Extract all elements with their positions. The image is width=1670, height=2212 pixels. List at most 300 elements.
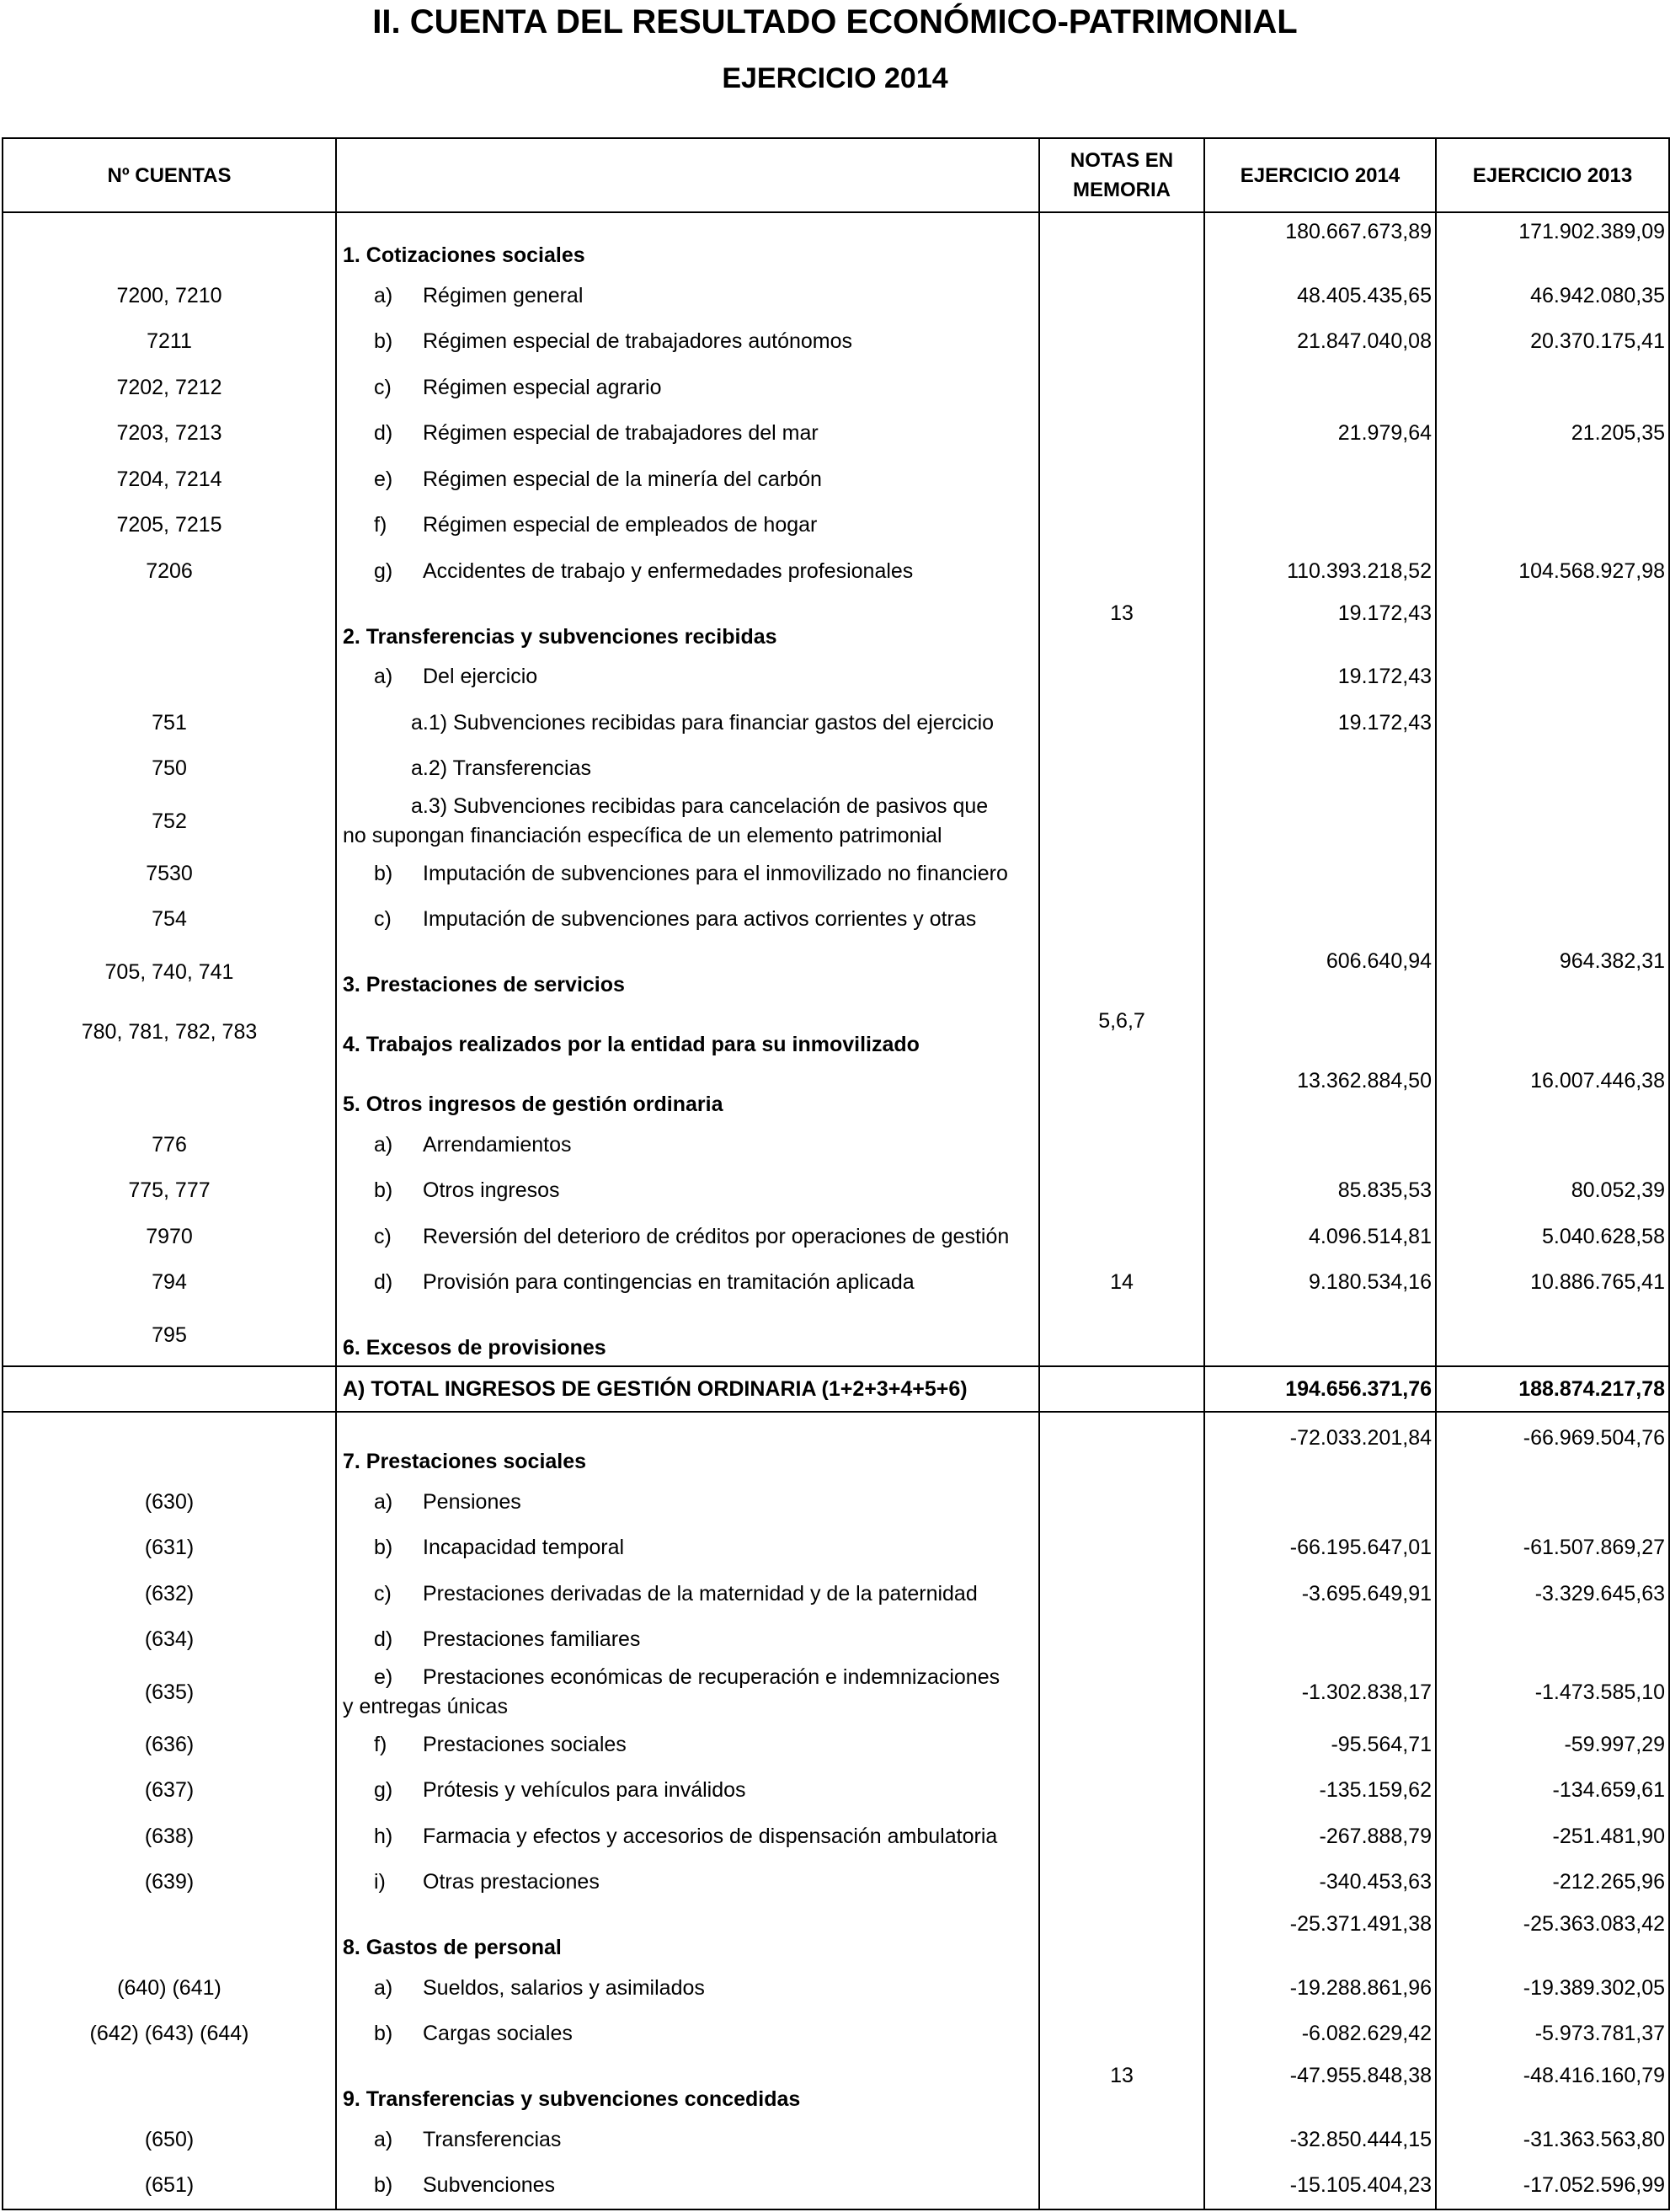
amount-2013: -17.052.596,99 (1436, 2163, 1669, 2210)
amount-2013 (1436, 1479, 1669, 1525)
account-number (3, 655, 336, 701)
account-number: 7204, 7214 (3, 457, 336, 503)
amount-2013 (1436, 1306, 1669, 1366)
item-text: Régimen especial de trabajadores autónomos (423, 329, 853, 354)
item-description (336, 1965, 1039, 2012)
amount-2013 (1436, 595, 1669, 655)
memoria-note (1039, 655, 1204, 701)
amount-2013 (1436, 457, 1669, 503)
item-letter: g) (374, 558, 393, 583)
table-row (3, 943, 1669, 1002)
item-description-line1: a.3) Subvenciones recibidas para cancelación de pasivos que (411, 794, 989, 818)
amount-2014: -95.564,71 (1204, 1722, 1436, 1768)
report-subtitle: EJERCICIO 2014 (722, 62, 948, 94)
account-number: (637) (3, 1768, 336, 1814)
account-number: 7530 (3, 851, 336, 897)
item-text: Subvenciones (423, 2173, 556, 2198)
table-row (3, 1663, 1669, 1722)
amount-2014: 85.835,53 (1204, 1168, 1436, 1215)
total-note (1039, 1366, 1204, 1412)
section-heading (336, 212, 1039, 273)
table-row (3, 2163, 1669, 2210)
item-description (336, 897, 1039, 943)
amount-2014: 606.640,94 (1204, 943, 1436, 1002)
item-text: Provisión para contingencias en tramitación aplicada (423, 1270, 915, 1295)
item-description (336, 1571, 1039, 1617)
amount-2014: 9.180.534,16 (1204, 1260, 1436, 1306)
amount-2014: 21.979,64 (1204, 411, 1436, 457)
item-description (336, 1260, 1039, 1306)
memoria-note (1039, 1814, 1204, 1860)
amount-2014: -1.302.838,17 (1204, 1663, 1436, 1722)
account-number: (635) (3, 1663, 336, 1722)
amount-2013: 964.382,31 (1436, 943, 1669, 1002)
account-number: 7970 (3, 1214, 336, 1260)
table-row (3, 457, 1669, 503)
memoria-note (1039, 1571, 1204, 1617)
item-text: Accidentes de trabajo y enfermedades profesionales (423, 558, 914, 583)
amount-2013 (1436, 1617, 1669, 1664)
memoria-note (1039, 273, 1204, 319)
item-description (336, 1122, 1039, 1168)
memoria-note (1039, 2012, 1204, 2058)
memoria-note (1039, 746, 1204, 793)
amount-2013: 10.886.765,41 (1436, 1260, 1669, 1306)
memoria-note: 14 (1039, 1260, 1204, 1306)
amount-2014: -72.033.201,84 (1204, 1419, 1436, 1479)
item-description (336, 365, 1039, 411)
item-text: 8. Gastos de personal (343, 1936, 562, 1959)
item-text: Prótesis y vehículos para inválidos (423, 1778, 746, 1803)
amount-2013: 104.568.927,98 (1436, 548, 1669, 595)
account-number: (639) (3, 1860, 336, 1906)
item-description (336, 851, 1039, 897)
item-letter: f) (374, 513, 387, 537)
memoria-note (1039, 1479, 1204, 1525)
memoria-note (1039, 1306, 1204, 1366)
amount-2014 (1204, 792, 1436, 851)
amount-2014: 21.847.040,08 (1204, 319, 1436, 366)
item-text: 7. Prestaciones sociales (343, 1450, 587, 1473)
table-row (3, 1419, 1669, 1479)
item-description (336, 792, 1039, 851)
amount-2013: 80.052,39 (1436, 1168, 1669, 1215)
item-text: Prestaciones sociales (423, 1732, 627, 1756)
item-description (336, 1814, 1039, 1860)
item-description (336, 503, 1039, 549)
item-text: Régimen especial de empleados de hogar (423, 513, 818, 537)
memoria-note (1039, 1214, 1204, 1260)
amount-2013: 16.007.446,38 (1436, 1062, 1669, 1122)
item-letter: b) (374, 2173, 393, 2198)
table-row (3, 1814, 1669, 1860)
item-text: Del ejercicio (423, 665, 538, 689)
table-row (3, 1062, 1669, 1122)
amount-2014: -66.195.647,01 (1204, 1525, 1436, 1572)
table-row (3, 595, 1669, 655)
table-row (3, 212, 1669, 273)
amount-2013: -61.507.869,27 (1436, 1525, 1669, 1572)
amount-2013: -134.659,61 (1436, 1768, 1669, 1814)
amount-2014 (1204, 897, 1436, 943)
header-notas-line2: MEMORIA (1073, 179, 1171, 201)
item-letter: b) (374, 861, 393, 885)
table-row (3, 1122, 1669, 1168)
amount-2013 (1436, 746, 1669, 793)
memoria-note (1039, 943, 1204, 1002)
memoria-note (1039, 457, 1204, 503)
header-description (336, 138, 1039, 212)
table-spacer (3, 1412, 1669, 1419)
item-text: Prestaciones familiares (423, 1627, 641, 1652)
item-text: a.2) Transferencias (411, 756, 591, 781)
total-2013: 188.874.217,78 (1436, 1366, 1669, 1412)
amount-2013 (1436, 1002, 1669, 1062)
amount-2013: 171.902.389,09 (1436, 212, 1669, 273)
header-cuentas: Nº CUENTAS (3, 138, 336, 212)
table-row (3, 319, 1669, 366)
item-letter: a) (374, 1975, 393, 2000)
table-row (3, 273, 1669, 319)
item-text: Incapacidad temporal (423, 1536, 625, 1560)
memoria-note (1039, 1905, 1204, 1965)
item-text: Reversión del deterioro de créditos por operaciones de gestión (423, 1224, 1010, 1248)
item-description-line1: Prestaciones económicas de recuperación e indemnizaciones (423, 1665, 1000, 1689)
item-text: Farmacia y efectos y accesorios de dispensación ambulatoria (423, 1824, 998, 1848)
amount-2014: -267.888,79 (1204, 1814, 1436, 1860)
total-account (3, 1366, 336, 1412)
table-row (3, 792, 1669, 851)
item-description (336, 2163, 1039, 2210)
account-number: 751 (3, 700, 336, 746)
amount-2013 (1436, 897, 1669, 943)
item-letter: g) (374, 1778, 393, 1803)
amount-2014: -3.695.649,91 (1204, 1571, 1436, 1617)
amount-2014 (1204, 1002, 1436, 1062)
memoria-note (1039, 1860, 1204, 1906)
item-description (336, 1617, 1039, 1664)
account-number: (638) (3, 1814, 336, 1860)
memoria-note (1039, 1965, 1204, 2012)
amount-2013 (1436, 655, 1669, 701)
amount-2014: 19.172,43 (1204, 700, 1436, 746)
amount-2013: -212.265,96 (1436, 1860, 1669, 1906)
amount-2013: -66.969.504,76 (1436, 1419, 1669, 1479)
amount-2013: -48.416.160,79 (1436, 2057, 1669, 2117)
account-number: 7203, 7213 (3, 411, 336, 457)
amount-2014: -47.955.848,38 (1204, 2057, 1436, 2117)
report-title: II. CUENTA DEL RESULTADO ECONÓMICO-PATRIMONIAL (372, 3, 1298, 40)
amount-2014: 48.405.435,65 (1204, 273, 1436, 319)
amount-2014 (1204, 503, 1436, 549)
amount-2013 (1436, 700, 1669, 746)
item-letter: i) (374, 1870, 386, 1894)
amount-2014 (1204, 851, 1436, 897)
item-letter: b) (374, 329, 393, 354)
amount-2014 (1204, 365, 1436, 411)
item-description (336, 1860, 1039, 1906)
amount-2013: -59.997,29 (1436, 1722, 1669, 1768)
table-row (3, 548, 1669, 595)
item-text: Sueldos, salarios y asimilados (423, 1975, 705, 2000)
account-number: 7202, 7212 (3, 365, 336, 411)
account-number: (642) (643) (644) (3, 2012, 336, 2058)
amount-2013 (1436, 1122, 1669, 1168)
item-description (336, 700, 1039, 746)
item-text: 9. Transferencias y subvenciones concedidas (343, 2087, 801, 2111)
amount-2014 (1204, 746, 1436, 793)
memoria-note (1039, 2117, 1204, 2163)
amount-2014: -32.850.444,15 (1204, 2117, 1436, 2163)
total-label: A) TOTAL INGRESOS DE GESTIÓN ORDINARIA (1+2+3+4+5+6) (336, 1366, 1039, 1412)
item-letter: d) (374, 421, 393, 446)
total-2014: 194.656.371,76 (1204, 1366, 1436, 1412)
memoria-note (1039, 503, 1204, 549)
item-letter: c) (374, 375, 392, 399)
item-letter: c) (374, 1581, 392, 1606)
account-number: 754 (3, 897, 336, 943)
table-row (3, 1214, 1669, 1260)
memoria-note (1039, 1062, 1204, 1122)
table-row (3, 1306, 1669, 1366)
item-description (336, 319, 1039, 366)
memoria-note: 13 (1039, 2057, 1204, 2117)
account-number (3, 212, 336, 273)
item-description (336, 1768, 1039, 1814)
table-row (3, 1479, 1669, 1525)
amount-2013 (1436, 792, 1669, 851)
amount-2014 (1204, 457, 1436, 503)
item-description (336, 2117, 1039, 2163)
account-number: 7200, 7210 (3, 273, 336, 319)
amount-2013 (1436, 503, 1669, 549)
amount-2014 (1204, 1617, 1436, 1664)
amount-2013: -5.973.781,37 (1436, 2012, 1669, 2058)
account-number: (651) (3, 2163, 336, 2210)
memoria-note (1039, 1722, 1204, 1768)
header-2014: EJERCICIO 2014 (1204, 138, 1436, 212)
item-description (336, 2012, 1039, 2058)
header-notas (1039, 138, 1204, 212)
table-row (3, 2117, 1669, 2163)
amount-2014: 4.096.514,81 (1204, 1214, 1436, 1260)
memoria-note (1039, 897, 1204, 943)
section-heading (336, 2057, 1039, 2117)
account-number: 795 (3, 1306, 336, 1366)
account-number: (630) (3, 1479, 336, 1525)
item-letter: c) (374, 1224, 392, 1248)
item-text: Régimen especial de la minería del carbón (423, 467, 822, 491)
total-row (3, 1366, 1669, 1412)
item-letter: e) (374, 1665, 393, 1689)
memoria-note (1039, 548, 1204, 595)
item-letter: h) (374, 1824, 393, 1848)
item-description (336, 548, 1039, 595)
item-text: 1. Cotizaciones sociales (343, 243, 585, 267)
amount-2014 (1204, 1122, 1436, 1168)
item-text: Régimen especial agrario (423, 375, 662, 399)
item-text: Imputación de subvenciones para el inmovilizado no financiero (423, 861, 1008, 885)
table-row (3, 1002, 1669, 1062)
table-row (3, 365, 1669, 411)
account-number: 794 (3, 1260, 336, 1306)
table-row (3, 1965, 1669, 2012)
table-row (3, 700, 1669, 746)
item-text: Régimen general (423, 283, 584, 307)
item-letter: e) (374, 467, 393, 491)
account-number: (650) (3, 2117, 336, 2163)
item-text: 2. Transferencias y subvenciones recibidas (343, 624, 777, 649)
item-description (336, 1525, 1039, 1572)
amount-2014 (1204, 1306, 1436, 1366)
memoria-note (1039, 1419, 1204, 1479)
item-text: Otros ingresos (423, 1178, 560, 1203)
item-description (336, 1479, 1039, 1525)
table-row (3, 1168, 1669, 1215)
account-number: 776 (3, 1122, 336, 1168)
item-description (336, 746, 1039, 793)
account-number: (634) (3, 1617, 336, 1664)
item-description (336, 411, 1039, 457)
item-letter: c) (374, 907, 392, 932)
memoria-note (1039, 792, 1204, 851)
amount-2014: -25.371.491,38 (1204, 1905, 1436, 1965)
table-row (3, 1617, 1669, 1664)
item-letter: b) (374, 1178, 393, 1203)
item-description (336, 1663, 1039, 1722)
amount-2013: -1.473.585,10 (1436, 1663, 1669, 1722)
item-description (336, 1214, 1039, 1260)
item-description (336, 655, 1039, 701)
item-text: 4. Trabajos realizados por la entidad para su inmovilizado (343, 1033, 920, 1056)
table-row (3, 2012, 1669, 2058)
item-letter: d) (374, 1627, 393, 1652)
amount-2014: -15.105.404,23 (1204, 2163, 1436, 2210)
account-number (3, 1419, 336, 1479)
table-row (3, 851, 1669, 897)
memoria-note (1039, 212, 1204, 273)
item-letter: b) (374, 1536, 393, 1560)
income-statement-table (2, 137, 1670, 2210)
item-text: Régimen especial de trabajadores del mar (423, 421, 819, 446)
item-letter: f) (374, 1732, 387, 1756)
header-2013: EJERCICIO 2013 (1436, 138, 1669, 212)
memoria-note (1039, 700, 1204, 746)
memoria-note: 13 (1039, 595, 1204, 655)
account-number: (640) (641) (3, 1965, 336, 2012)
memoria-note (1039, 411, 1204, 457)
amount-2014: 19.172,43 (1204, 655, 1436, 701)
section-heading (336, 1306, 1039, 1366)
memoria-note: 5,6,7 (1039, 1002, 1204, 1062)
account-number: 750 (3, 746, 336, 793)
amount-2014: -6.082.629,42 (1204, 2012, 1436, 2058)
item-description-line2: no supongan financiación específica de un elemento patrimonial (343, 824, 942, 847)
item-text: Arrendamientos (423, 1132, 572, 1157)
section-heading (336, 1002, 1039, 1062)
memoria-note (1039, 1168, 1204, 1215)
table-row (3, 1860, 1669, 1906)
section-heading (336, 1419, 1039, 1479)
table-row (3, 655, 1669, 701)
table-header-row (3, 138, 1669, 212)
item-text: 3. Prestaciones de servicios (343, 973, 625, 996)
item-text: 5. Otros ingresos de gestión ordinaria (343, 1093, 723, 1116)
table-row (3, 1571, 1669, 1617)
memoria-note (1039, 1768, 1204, 1814)
item-text: Prestaciones derivadas de la maternidad y de la paternidad (423, 1581, 978, 1606)
account-number: (631) (3, 1525, 336, 1572)
table-row (3, 746, 1669, 793)
item-text: Otras prestaciones (423, 1870, 600, 1894)
table-row (3, 503, 1669, 549)
item-letter: d) (374, 1270, 393, 1295)
account-number (3, 1062, 336, 1122)
memoria-note (1039, 1617, 1204, 1664)
account-number: 780, 781, 782, 783 (3, 1002, 336, 1062)
amount-2013: 5.040.628,58 (1436, 1214, 1669, 1260)
memoria-note (1039, 2163, 1204, 2210)
item-letter: b) (374, 2022, 393, 2046)
table-row (3, 1768, 1669, 1814)
section-heading (336, 1905, 1039, 1965)
amount-2013: 21.205,35 (1436, 411, 1669, 457)
amount-2013: -251.481,90 (1436, 1814, 1669, 1860)
header-notas-line1: NOTAS EN (1070, 149, 1174, 172)
account-number: 705, 740, 741 (3, 943, 336, 1002)
table-row (3, 897, 1669, 943)
amount-2013 (1436, 851, 1669, 897)
amount-2014: 110.393.218,52 (1204, 548, 1436, 595)
amount-2014: 19.172,43 (1204, 595, 1436, 655)
item-text: Transferencias (423, 2127, 562, 2151)
item-text: a.1) Subvenciones recibidas para financiar gastos del ejercicio (411, 710, 995, 735)
account-number: 7206 (3, 548, 336, 595)
table-row (3, 2057, 1669, 2117)
item-letter: a) (374, 2127, 393, 2151)
amount-2013: 20.370.175,41 (1436, 319, 1669, 366)
table-row (3, 1905, 1669, 1965)
item-text: Cargas sociales (423, 2022, 573, 2046)
table-row (3, 1525, 1669, 1572)
memoria-note (1039, 1122, 1204, 1168)
amount-2013: 46.942.080,35 (1436, 273, 1669, 319)
amount-2014 (1204, 1479, 1436, 1525)
amount-2013: -3.329.645,63 (1436, 1571, 1669, 1617)
memoria-note (1039, 1663, 1204, 1722)
account-number: 7205, 7215 (3, 503, 336, 549)
item-text: Imputación de subvenciones para activos corrientes y otras (423, 907, 977, 932)
memoria-note (1039, 319, 1204, 366)
section-heading (336, 595, 1039, 655)
account-number: (636) (3, 1722, 336, 1768)
account-number: 752 (3, 792, 336, 851)
amount-2013 (1436, 365, 1669, 411)
account-number: (632) (3, 1571, 336, 1617)
item-description (336, 1168, 1039, 1215)
item-description-line2: y entregas únicas (343, 1695, 508, 1718)
amount-2013: -31.363.563,80 (1436, 2117, 1669, 2163)
memoria-note (1039, 1525, 1204, 1572)
item-letter: a) (374, 1489, 393, 1514)
section-heading (336, 1062, 1039, 1122)
account-number (3, 1905, 336, 1965)
item-letter: a) (374, 665, 393, 689)
table-row (3, 1260, 1669, 1306)
amount-2014: 180.667.673,89 (1204, 212, 1436, 273)
item-text: 6. Excesos de provisiones (343, 1336, 606, 1360)
memoria-note (1039, 365, 1204, 411)
